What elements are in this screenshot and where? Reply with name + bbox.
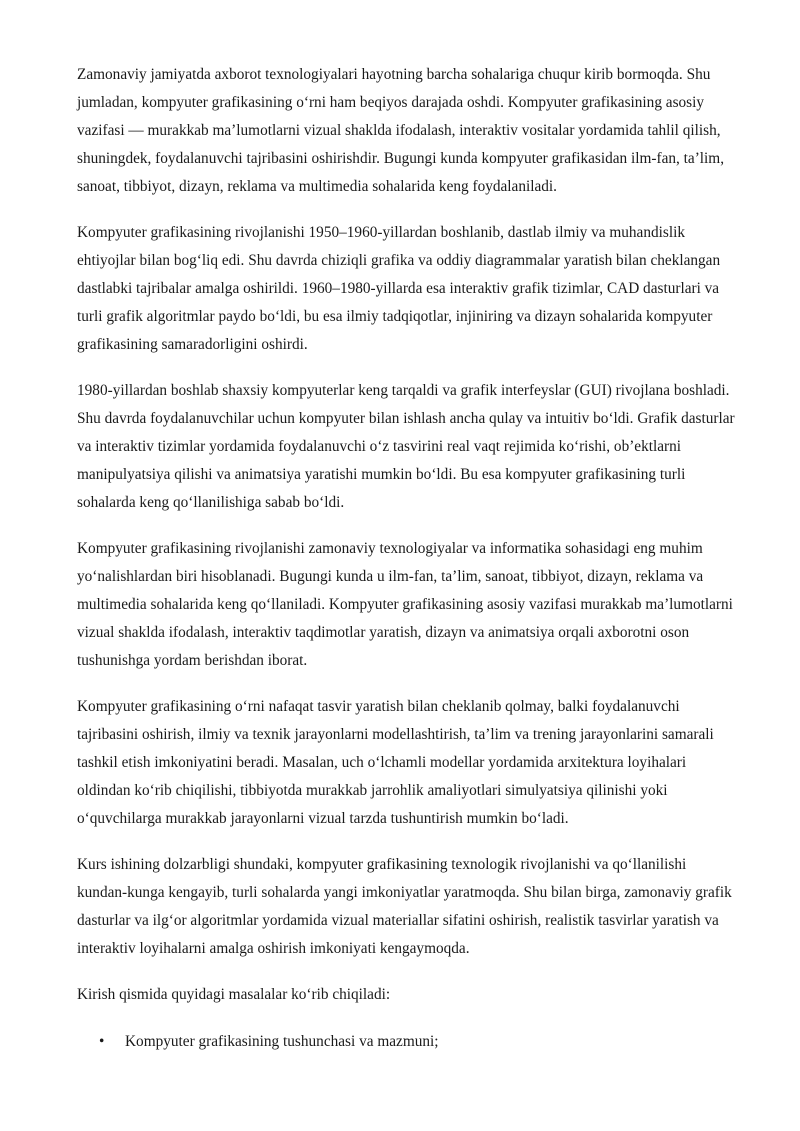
paragraph-intro: Zamonaviy jamiyatda axborot texnologiyalari hayotning barcha sohalariga chuqur kirib bormoqda. Shu jumladan, kompyuter grafikasining oʻrni ham beqiyos darajada oshdi. Kompyuter grafikasining asosiy vazifasi — murakkab maʼlumotlarni vizual shaklda ifodalash, interaktiv vositalar yordamida tahlil qilish, shuningdek, foydalanuvchi tajribasini oshirishdir. Bugungi kunda kompyuter grafikasidan ilm-fan, taʼlim, sanoat, tibbiyot, dizayn, reklama va multimedia sohalarida keng foydalaniladi. <box>77 66 725 195</box>
bullet-list <box>77 1028 737 1056</box>
document-page <box>77 61 737 1056</box>
paragraph-role: Kompyuter grafikasining oʻrni nafaqat tasvir yaratish bilan cheklanib qolmay, balki foydalanuvchi tajribasini oshirish, ilmiy va texnik jarayonlarni modellashtirish, taʼlim va trening jarayonlarini samarali tashkil etish imkoniyatini beradi. Masalan, uch oʻlchamli modellar yordamida arxitektura loyihalari oldindan koʻrib chiqilishi, tibbiyotda murakkab jarrohlik amaliyotlari simulyatsiya qilinishi yoki oʻquvchilarga murakkab jarayonlarni vizual tarzda tushuntirish mumkin boʻladi. <box>77 698 714 827</box>
paragraph-personal-computers: 1980-yillardan boshlab shaxsiy kompyuterlar keng tarqaldi va grafik interfeyslar (GUI) rivojlana boshladi. Shu davrda foydalanuvchilar uchun kompyuter bilan ishlash ancha qulay va intuitiv boʻldi. Grafik dasturlar va interaktiv tizimlar yordamida foydalanuvchi oʻz tasvirini real vaqt rejimida koʻrishi, obʼektlarni manipulyatsiya qilishi va animatsiya yaratishi mumkin boʻldi. Bu esa kompyuter grafikasining turli sohalarda keng qoʻllanilishiga sabab boʻldi. <box>77 382 735 511</box>
paragraph-list-intro: Kirish qismida quyidagi masalalar koʻrib chiqiladi: <box>77 986 391 1004</box>
paragraph-history: Kompyuter grafikasining rivojlanishi 1950–1960-yillardan boshlanib, dastlab ilmiy va muhandislik ehtiyojlar bilan bogʻliq edi. Shu davrda chiziqli grafika va oddiy diagrammalar yaratish bilan cheklangan dastlabki tajribalar amalga oshirildi. 1960–1980-yillarda esa interaktiv grafik tizimlar, CAD dasturlari va turli grafik algoritmlar paydo boʻldi, bu esa ilmiy tadqiqotlar, injiniring va dizayn sohalarida kompyuter grafikasining samaradorligini oshirdi. <box>77 224 721 353</box>
paragraph-relevance: Kurs ishining dolzarbligi shundaki, kompyuter grafikasining texnologik rivojlanishi va qoʻllanilishi kundan-kunga kengayib, turli sohalarda yangi imkoniyatlar yaratmoqda. Shu bilan birga, zamonaviy grafik dasturlar va ilgʻor algoritmlar yordamida vizual materiallar sifatini oshirish, realistik tasvirlar yaratish va interaktiv loyihalarni amalga oshirish imkoniyati kengaymoqda. <box>77 856 732 957</box>
list-item <box>77 1028 737 1056</box>
list-item-text: Kompyuter grafikasining tushunchasi va mazmuni; <box>125 1032 439 1050</box>
bullet-icon: • <box>99 1032 105 1050</box>
paragraph-modern-importance: Kompyuter grafikasining rivojlanishi zamonaviy texnologiyalar va informatika sohasidagi eng muhim yoʻnalishlardan biri hisoblanadi. Bugungi kunda u ilm-fan, taʼlim, sanoat, tibbiyot, dizayn, reklama va multimedia sohalarida keng qoʻllaniladi. Kompyuter grafikasining asosiy vazifasi murakkab maʼlumotlarni vizual shaklda ifodalash, interaktiv taqdimotlar yaratish, dizayn va animatsiya orqali axborotni oson tushunishga yordam berishdan iborat. <box>77 540 733 669</box>
